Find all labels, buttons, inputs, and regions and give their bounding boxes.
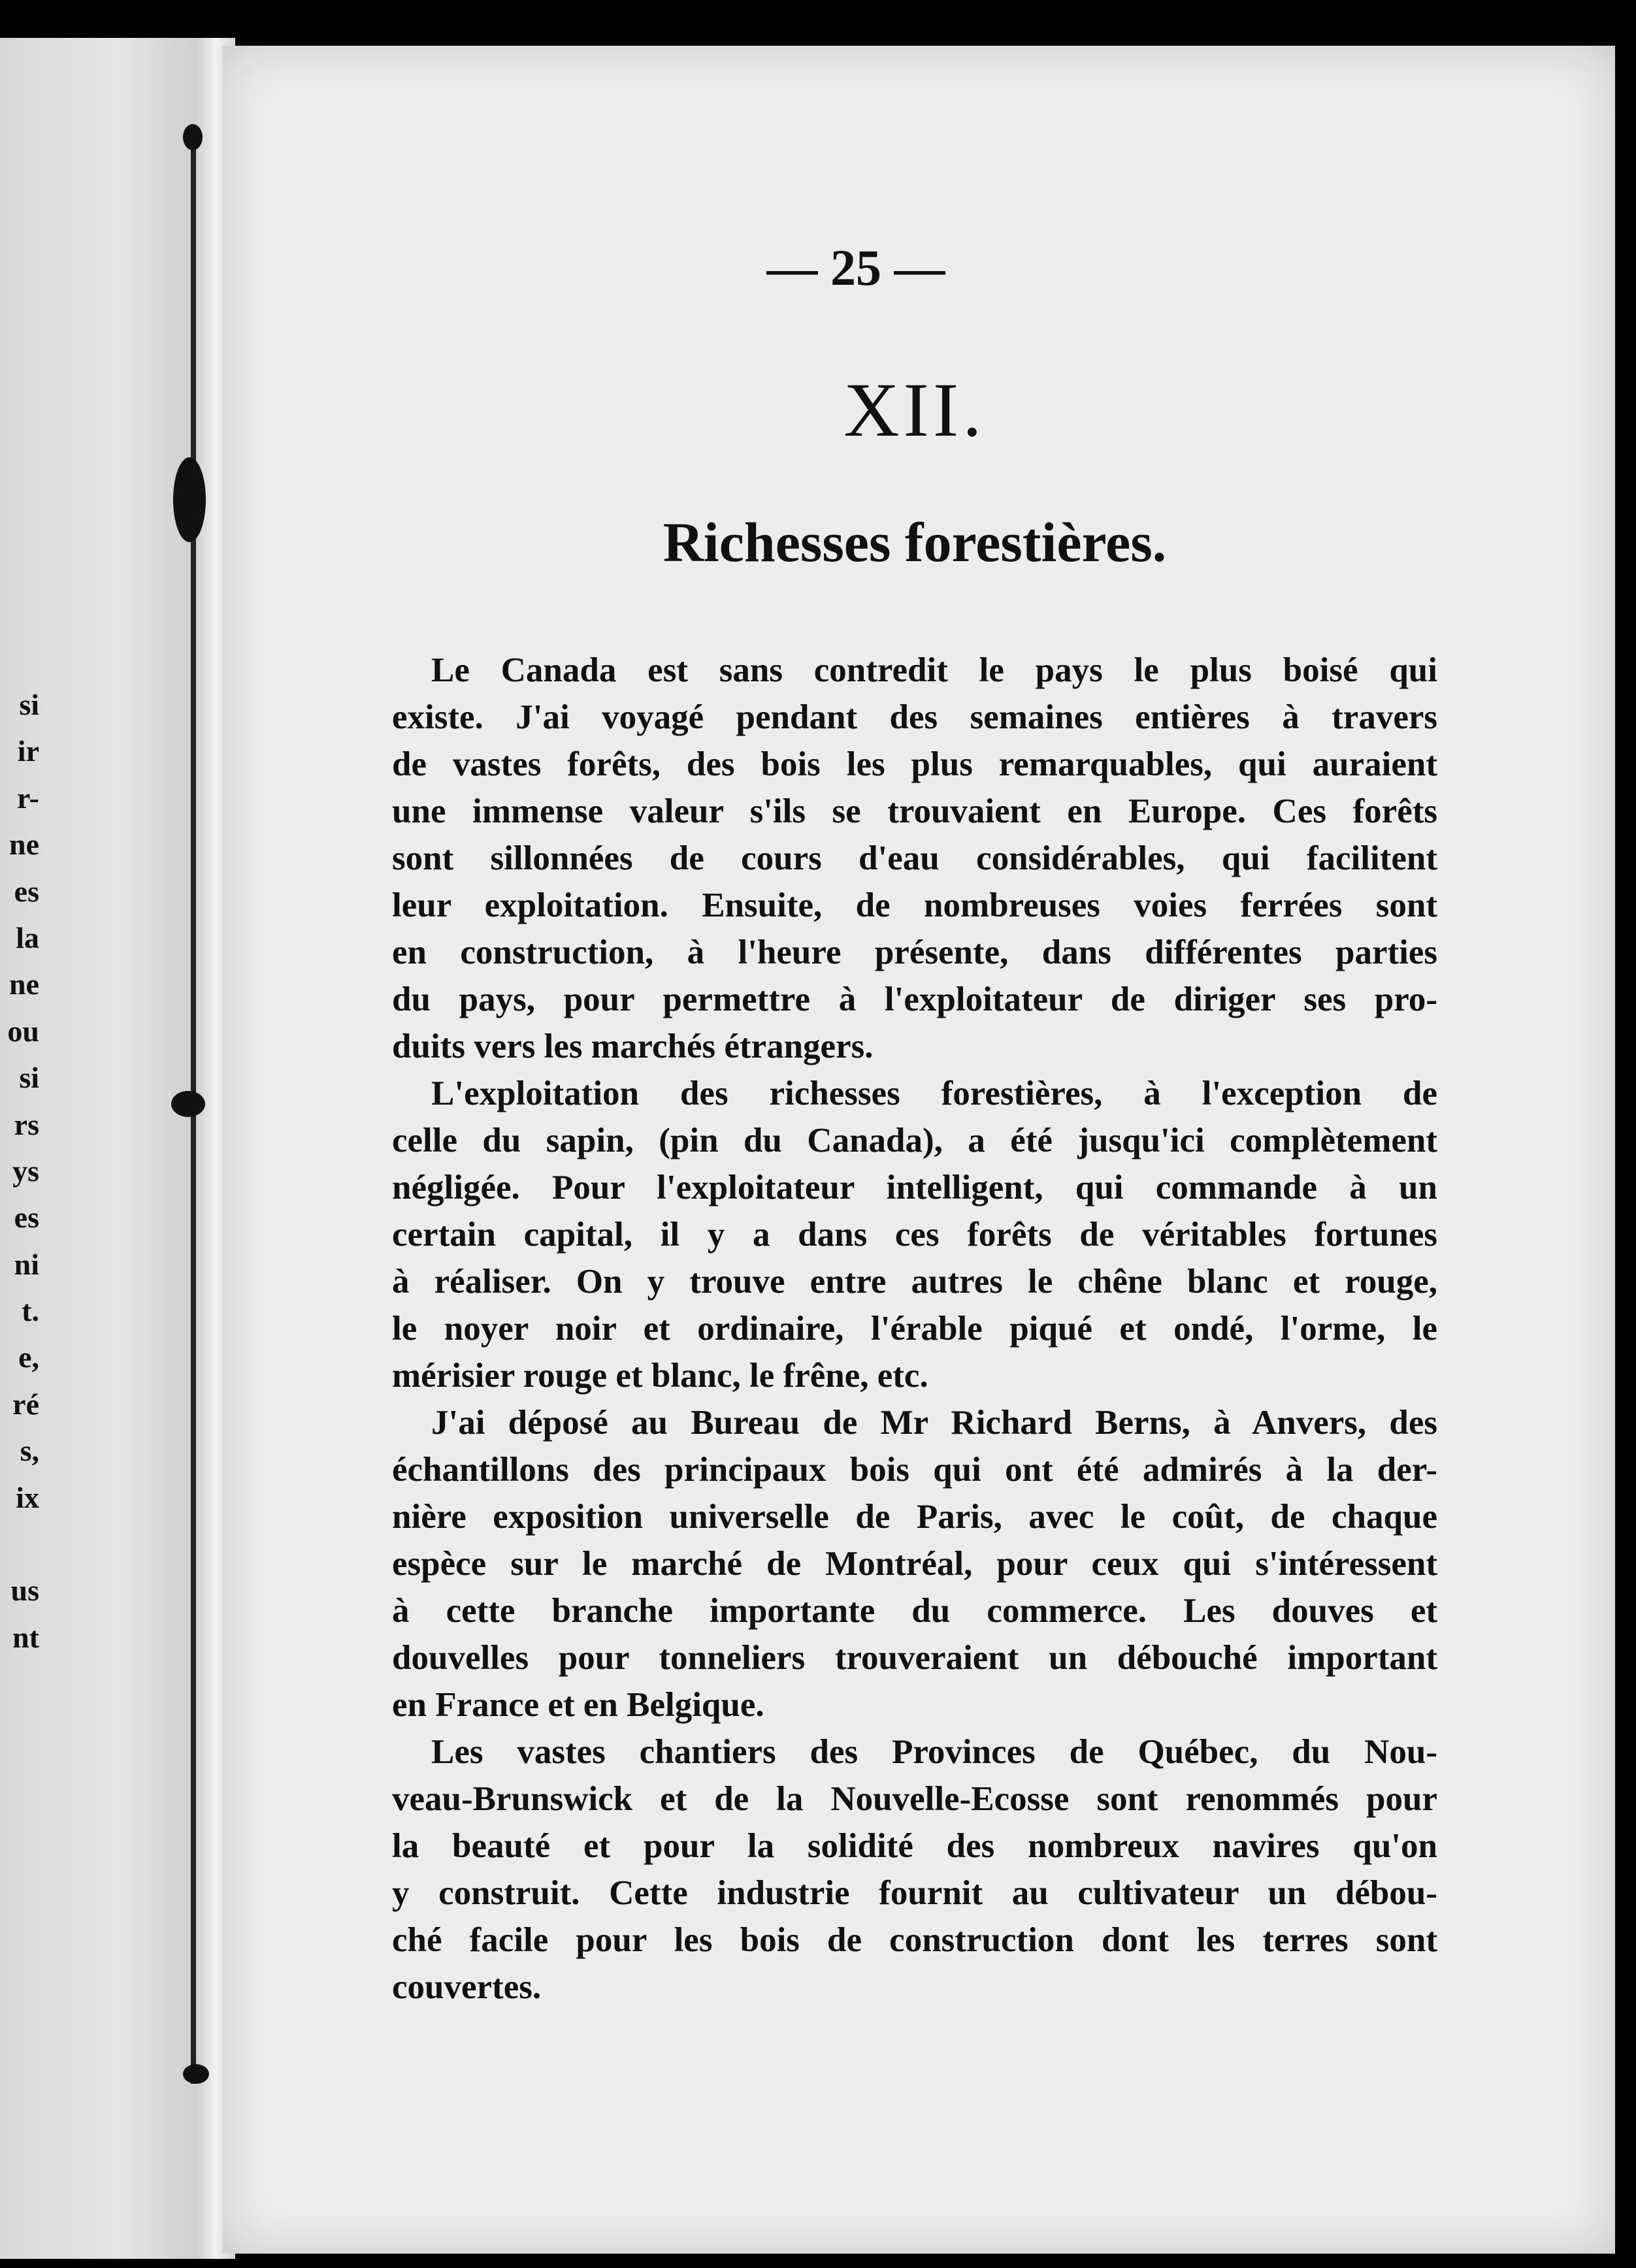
paragraph-line: en construction, à l'heure présente, dans différentes parties xyxy=(392,933,1437,971)
paragraph-line: négligée. Pour l'exploitateur intelligent, qui commande à un xyxy=(392,1169,1437,1207)
paragraph-line: douvelles pour tonneliers trouveraient un débouché important xyxy=(392,1639,1437,1677)
chapter-numeral: XII. xyxy=(843,367,986,453)
paragraph-line: en France et en Belgique. xyxy=(392,1686,764,1724)
paragraph-line: échantillons des principaux bois qui ont été admirés à la der- xyxy=(392,1451,1437,1489)
facing-page-fragment-line: ys xyxy=(12,1154,39,1188)
facing-page-fragment-line: ni xyxy=(14,1247,39,1281)
paragraph-line: du pays, pour permettre à l'exploitateur de diriger ses pro- xyxy=(392,980,1437,1018)
paragraph-line: existe. J'ai voyagé pendant des semaines entières à travers xyxy=(392,698,1437,736)
body-text xyxy=(392,647,1437,2011)
facing-page-fragment-line: ou xyxy=(7,1014,39,1048)
chapter-title: Richesses forestières. xyxy=(663,511,1167,574)
facing-page-fragment-line: es xyxy=(14,1201,39,1235)
paragraph-line: Les vastes chantiers des Provinces de Québec, du Nou- xyxy=(431,1733,1437,1771)
binding-knot xyxy=(173,457,206,542)
paragraph-line: sont sillonnées de cours d'eau considérables, qui facilitent xyxy=(392,839,1437,877)
facing-page-fragment-line: t. xyxy=(22,1294,39,1328)
facing-page-fragment-line: r- xyxy=(16,781,39,815)
facing-page-fragment-line: la xyxy=(16,920,39,954)
facing-page-fragment-line: nt xyxy=(12,1620,39,1654)
page-edge-shadow xyxy=(1615,46,1636,2254)
paragraph-line: à cette branche importante du commerce. Les douves et xyxy=(392,1592,1437,1630)
paragraph-line: mérisier rouge et blanc, le frêne, etc. xyxy=(392,1357,928,1395)
paragraph-line: à réaliser. On y trouve entre autres le chêne blanc et rouge, xyxy=(392,1263,1437,1301)
binding-knot xyxy=(183,124,203,150)
facing-page-fragment-line: ix xyxy=(16,1480,39,1514)
paragraph-line: de vastes forêts, des bois les plus remarquables, qui auraient xyxy=(392,745,1437,783)
facing-page-fragment-line: ne xyxy=(9,828,39,862)
paragraph-line: celle du sapin, (pin du Canada), a été jusqu'ici complètement xyxy=(392,1122,1437,1159)
paragraph-line: ché facile pour les bois de construction dont les terres sont xyxy=(392,1921,1437,1959)
paragraph-line: leur exploitation. Ensuite, de nombreuses voies ferrées sont xyxy=(392,886,1437,924)
paragraph-line: veau-Brunswick et de la Nouvelle-Ecosse sont renommés pour xyxy=(392,1780,1437,1818)
paragraph-line: certain capital, il y a dans ces forêts de véritables fortunes xyxy=(392,1216,1437,1254)
facing-page-fragment-line: rs xyxy=(14,1107,39,1141)
facing-page-fragment-line xyxy=(0,1521,39,1567)
facing-page-fragment-line: e, xyxy=(18,1340,39,1374)
facing-page-fragment-line: es xyxy=(14,874,39,908)
binding-knot xyxy=(183,2064,209,2084)
paragraph-line: y construit. Cette industrie fournit au cultivateur un débou- xyxy=(392,1874,1437,1912)
paragraph-line: couvertes. xyxy=(392,1968,542,2006)
facing-page-fragment-line: ne xyxy=(9,967,39,1001)
paragraph-line: L'exploitation des richesses forestières, à l'exception de xyxy=(431,1075,1437,1112)
paragraph-line: Le Canada est sans contredit le pays le plus boisé qui xyxy=(431,651,1437,689)
paragraph-line: J'ai déposé au Bureau de Mr Richard Berns, à Anvers, des xyxy=(431,1404,1437,1442)
paragraph-line: espèce sur le marché de Montréal, pour ceux qui s'intéressent xyxy=(392,1545,1437,1583)
facing-page-fragment-line: si xyxy=(19,688,39,721)
paragraph-line: le noyer noir et ordinaire, l'érable piqué et ondé, l'orme, le xyxy=(392,1310,1437,1348)
facing-page-fragment xyxy=(0,38,196,2259)
paragraph-line: une immense valeur s'ils se trouvaient en Europe. Ces forêts xyxy=(392,792,1437,830)
paragraph-line: nière exposition universelle de Paris, avec le coût, de chaque xyxy=(392,1498,1437,1536)
paragraph-line: la beauté et pour la solidité des nombreux navires qu'on xyxy=(392,1827,1437,1865)
facing-page-text xyxy=(0,681,39,1660)
paragraph-line: duits vers les marchés étrangers. xyxy=(392,1028,874,1065)
facing-page-fragment-line: ré xyxy=(12,1387,39,1421)
page-number: — 25 — xyxy=(766,239,945,296)
facing-page-fragment-line: us xyxy=(10,1574,39,1608)
facing-page-fragment-line: ir xyxy=(17,734,39,768)
facing-page-fragment-line: si xyxy=(19,1061,39,1095)
binding-knot xyxy=(171,1091,205,1117)
facing-page-fragment-line: s, xyxy=(20,1434,39,1468)
